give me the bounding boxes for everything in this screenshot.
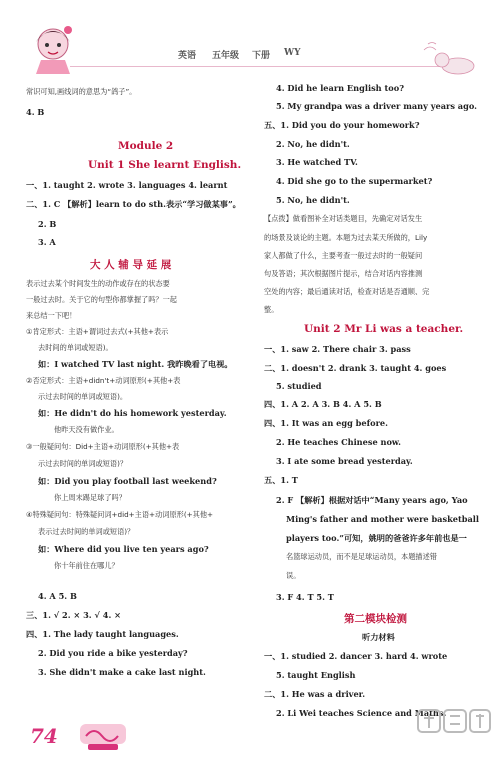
left-line: 如：Did you play football last weekend? (38, 476, 217, 486)
left-line: 来总结一下吧！ (26, 311, 77, 320)
left-line: Module 2 (118, 140, 174, 152)
decorative-cat-icon (420, 40, 480, 76)
right-line: 2. He teaches Chinese now. (276, 437, 401, 447)
right-line: 第二模块检测 (344, 613, 407, 625)
left-line: 他昨天没有做作业。 (54, 425, 119, 434)
left-line: 4. A 5. B (38, 591, 77, 601)
page-header (0, 0, 500, 80)
left-line: Unit 1 She learnt English. (88, 159, 242, 171)
left-line: 3. A (38, 237, 56, 247)
left-line: 大 人 辅 导 延 展 (90, 259, 172, 271)
left-line: 2. B (38, 219, 57, 229)
right-line: 5. taught English (276, 670, 356, 680)
page-number: 74 (30, 724, 58, 748)
left-line: 你上周末踢足球了吗？ (54, 493, 126, 502)
left-line: 示过去时间的单词或短语)。 (38, 392, 128, 401)
right-line: 名篮球运动员，而不是足球运动员，本题描述错 (286, 552, 437, 561)
left-line: 一、1. taught 2. wrote 3. languages 4. learnt (26, 180, 228, 190)
right-line: 4. Did she go to the supermarket? (276, 176, 433, 186)
left-line: 三、1. √ 2. × 3. √ 4. × (26, 610, 121, 620)
left-line: 示过去时间的单词或短语)？ (38, 459, 128, 468)
left-line: ②否定形式：主语+didn't+动词原形(+其他+表 (26, 376, 181, 385)
right-line: 5. My grandpa was a driver many years ago. (276, 101, 477, 111)
right-line: 5. studied (276, 381, 322, 391)
right-line: 整。 (264, 305, 279, 314)
left-line: 如：Where did you live ten years ago? (38, 544, 209, 554)
right-line: 一、1. saw 2. There chair 3. pass (264, 344, 411, 354)
header-divider (70, 66, 450, 67)
left-line: 二、1. C 【解析】learn to do sth.表示“学习做某事”。 (26, 199, 241, 209)
left-line: 3. She didn't make a cake last night. (38, 667, 206, 677)
left-line: 表示过去时间的单词或短语)？ (38, 527, 135, 536)
left-line: 去时间的单词或短语)。 (38, 343, 113, 352)
right-line: 【点拨】做看图补全对话类题目，先确定对话发生 (264, 214, 423, 223)
right-line: 5. No, he didn't. (276, 195, 350, 205)
header-grade: 五年级 (212, 51, 240, 61)
right-line: 2. Li Wei teaches Science and Maths. (276, 708, 447, 718)
right-line: 四、1. It was an egg before. (264, 418, 388, 428)
right-line: 误。 (286, 571, 301, 580)
left-line: 如：I watched TV last night. 我昨晚看了电视。 (38, 359, 233, 369)
left-line: ④特殊疑问句：特殊疑问词+did+主语+动词原形(+其他+ (26, 510, 214, 519)
right-line: 家人都做了什么，主要考查一般过去时的一般疑问 (264, 251, 423, 260)
watermark-stamp-icon (414, 706, 494, 756)
right-line: 4. Did he learn English too? (276, 83, 404, 93)
right-line: 二、1. doesn't 2. drank 3. taught 4. goes (264, 363, 447, 373)
right-line: 的场景及谈论的主题。本题为过去某天所做的，Lily (264, 233, 428, 242)
cartoon-girl-icon (24, 18, 82, 76)
right-line: 空处的内容；最后通读对话，检查对话是否通顺、完 (264, 287, 430, 296)
header-subject: 英语 (178, 51, 197, 61)
right-line: Unit 2 Mr Li was a teacher. (304, 323, 464, 335)
left-line: 你十年前住在哪儿？ (54, 561, 119, 570)
right-line: players too.”可知，姚明的爸爸许多年前也是一 (286, 533, 467, 543)
left-line: 如：He didn't do his homework yesterday. (38, 408, 227, 418)
right-line: 句及答语；其次根据图片提示，结合对话内容推测 (264, 269, 423, 278)
header-edition: WY (284, 48, 301, 58)
right-line: 2. F 【解析】根据对话中“Many years ago, Yao (276, 495, 468, 505)
left-line: 常识可知,画线词的意思为“鸽子”。 (26, 87, 137, 96)
left-line: 一般过去时。关于它的句型你都掌握了吗？一起 (26, 295, 177, 304)
right-line: 四、1. A 2. A 3. B 4. A 5. B (264, 399, 382, 409)
right-line: 3. I ate some bread yesterday. (276, 456, 413, 466)
left-line: 2. Did you ride a bike yesterday? (38, 648, 188, 658)
left-line: 四、1. The lady taught languages. (26, 629, 179, 639)
right-line: 3. F 4. T 5. T (276, 592, 334, 602)
left-line: 4. B (26, 107, 45, 117)
right-line: 听力材料 (362, 632, 395, 642)
header-term: 下册 (252, 51, 271, 61)
right-line: Ming's father and mother were basketball (286, 514, 480, 524)
right-line: 五、1. Did you do your homework? (264, 120, 420, 130)
right-line: 一、1. studied 2. dancer 3. hard 4. wrote (264, 651, 448, 661)
right-line: 二、1. He was a driver. (264, 689, 366, 699)
left-line: ③一般疑问句：Did+主语+动词原形(+其他+表 (26, 442, 180, 451)
brand-logo-icon (78, 718, 128, 752)
left-line: 表示过去某个时间发生的动作或存在的状态要 (26, 279, 170, 288)
right-line: 五、1. T (264, 475, 298, 485)
right-line: 2. No, he didn't. (276, 139, 350, 149)
right-line: 3. He watched TV. (276, 157, 358, 167)
left-line: ①肯定形式：主语+谓词过去式(+其他+表示 (26, 327, 169, 336)
